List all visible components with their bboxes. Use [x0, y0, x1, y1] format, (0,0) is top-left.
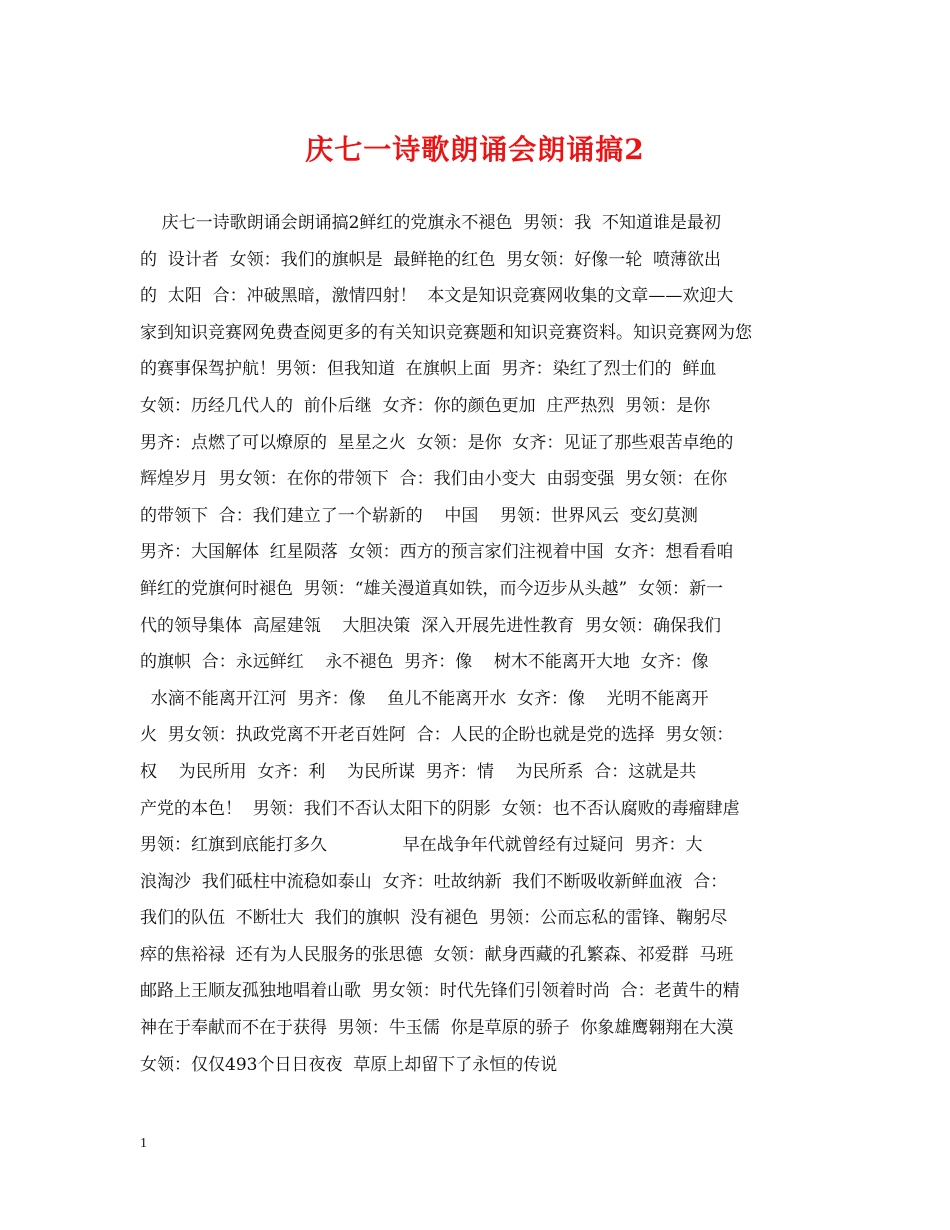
text-line: 女领：历经几代人的 前仆后继 女齐：你的颜色更加 庄严热烈 男领：是你	[140, 395, 711, 416]
text-line: 辉煌岁月 男女领：在你的带领下 合：我们由小变大 由弱变强 男女领：在你	[140, 469, 728, 490]
text-line: 浪淘沙 我们砥柱中流稳如泰山 女齐：吐故纳新 我们不断吸收新鲜血液 合：	[140, 871, 728, 892]
text-line: 的 太阳 合：冲破黑暗，激情四射！ 本文是知识竞赛网收集的文章——欢迎大	[140, 286, 734, 307]
text-line: 鲜红的党旗何时褪色 男领：“雄关漫道真如铁，而今迈步从头越” 女领：新一	[140, 578, 723, 599]
text-line: 权 为民所用 女齐：利 为民所谋 男齐：情 为民所系 合：这就是共	[140, 761, 697, 782]
text-line: 邮路上王顺友孤独地唱着山歌 男女领：时代先锋们引领着时尚 合：老黄牛的精	[140, 981, 740, 1002]
text-line: 的 设计者 女领：我们的旗帜是 最鲜艳的红色 男女领：好像一轮 喷薄欲出	[140, 249, 722, 270]
text-line: 庆七一诗歌朗诵会朗诵搞2鲜红的党旗永不褪色 男领：我 不知道谁是最初	[140, 213, 722, 233]
text-line: 代的领导集体 高屋建瓴 大胆决策 深入开展先进性教育 男女领：确保我们	[140, 615, 722, 636]
document-body	[140, 205, 815, 1083]
text-line: 我们的队伍 不断壮大 我们的旗帜 没有褪色 男领：公而忘私的雷锋、鞠躬尽	[140, 908, 728, 929]
text-line: 产党的本色！ 男领：我们不否认太阳下的阴影 女领：也不否认腐败的毒瘤肆虐	[140, 798, 740, 819]
text-line: 男齐：大国解体 红星陨落 女领：西方的预言家们注视着中国 女齐：想看看咱	[140, 542, 734, 563]
text-line: 女领：仅仅493个日日夜夜 草原上却留下了永恒的传说	[140, 1054, 558, 1075]
text-line: 神在于奉献而不在于获得 男领：牛玉儒 你是草原的骄子 你象雄鹰翱翔在大漠	[140, 1018, 734, 1039]
document-title: 庆七一诗歌朗诵会朗诵搞2	[305, 133, 645, 166]
text-line: 男齐：点燃了可以燎原的 星星之火 女领：是你 女齐：见证了那些艰苦卓绝的	[140, 432, 734, 453]
page-number: 1	[140, 1136, 147, 1151]
text-line: 火 男女领：执政党离不开老百姓阿 合：人民的企盼也就是党的选择 男女领：	[140, 725, 734, 746]
text-line: 水滴不能离开江河 男齐：像 鱼儿不能离开水 女齐：像 光明不能离开	[140, 688, 709, 709]
text-line: 男领：红旗到底能打多久 早在战争年代就曾经有过疑问 男齐：大	[140, 835, 703, 856]
text-line: 家到知识竞赛网免费查阅更多的有关知识竞赛题和知识竞赛资料。知识竞赛网为您	[140, 322, 752, 343]
text-line: 的赛事保驾护航！男领：但我知道 在旗帜上面 男齐：染红了烈士们的 鲜血	[140, 359, 717, 380]
text-line: 的带领下 合：我们建立了一个崭新的 中国 男领：世界风云 变幻莫测	[140, 505, 698, 526]
text-line: 瘁的焦裕禄 还有为人民服务的张思德 女领：献身西藏的孔繁森、祁爱群 马班	[140, 944, 734, 965]
text-line: 的旗帜 合：永远鲜红 永不褪色 男齐：像 树木不能离开大地 女齐：像	[140, 652, 709, 673]
